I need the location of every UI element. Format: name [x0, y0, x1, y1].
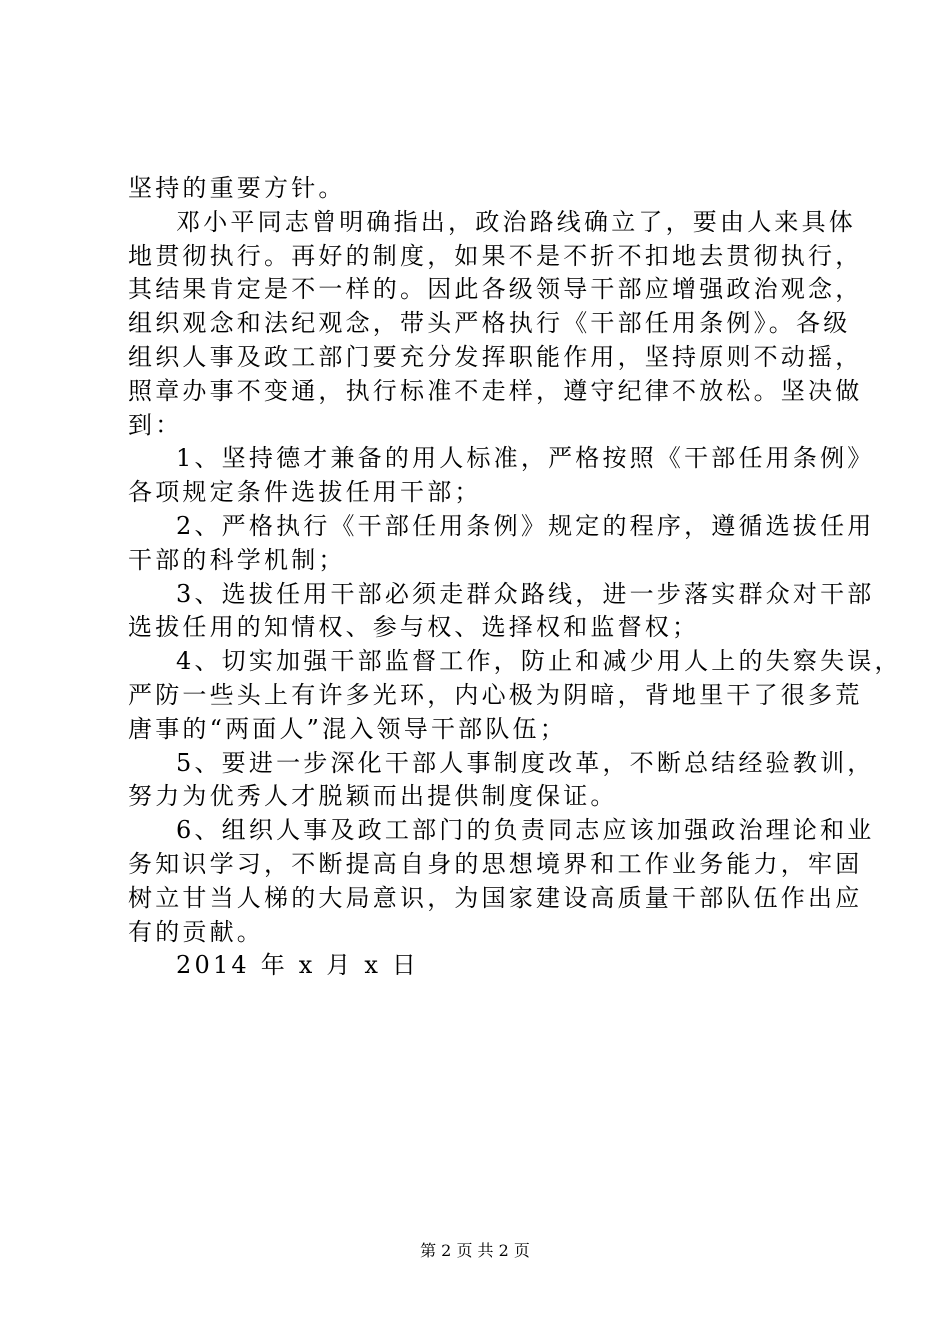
list-item-6-line: 6、组织人事及政工部门的负责同志应该加强政治理论和业: [176, 816, 875, 845]
text-line: 组织观念和法纪观念，带头严格执行《干部任用条例》。各级: [128, 309, 851, 338]
list-item-3-line: 3、选拔任用干部必须走群众路线，进一步落实群众对干部: [176, 579, 875, 608]
list-item-4-line: 4、切实加强干部监督工作，防止和减少用人上的失察失误，: [176, 647, 902, 676]
text-line: 坚持的重要方针。: [128, 174, 346, 202]
list-item-1-line: 1、坚持德才兼备的用人标准，严格按照《干部任用条例》: [176, 444, 875, 473]
text-line: 组织人事及政工部门要充分发挥职能作用，坚持原则不动摇，: [128, 342, 863, 371]
list-item-4-line: 严防一些头上有许多光环，内心极为阴暗，背地里干了很多荒: [128, 680, 863, 709]
list-item-2-line: 2、严格执行《干部任用条例》规定的程序，遵循选拔任用: [176, 511, 875, 540]
list-item-6-line: 树立甘当人梯的大局意识，为国家建设高质量干部队伍作出应: [128, 883, 863, 912]
page-number-footer: 第 2 页 共 2 页: [420, 1241, 530, 1260]
text-line: 地贯彻执行。再好的制度，如果不是不折不扣地去贯彻执行，: [128, 241, 863, 270]
date-line: 2014 年 x 月 x 日: [176, 951, 420, 980]
list-item-1-line: 各项规定条件选拔任用干部；: [128, 478, 482, 507]
list-item-5-line: 5、要进一步深化干部人事制度改革，不断总结经验教训，: [176, 748, 875, 777]
list-item-6-line: 有的贡献。: [128, 917, 264, 946]
text-line: 到：: [128, 410, 183, 439]
list-item-3-line: 选拔任用的知情权、参与权、选择权和监督权；: [128, 613, 700, 642]
list-item-4-line: 唐事的“两面人”混入领导干部队伍；: [128, 714, 567, 743]
text-line: 邓小平同志曾明确指出，政治路线确立了，要由人来具体: [176, 207, 856, 236]
list-item-6-line: 务知识学习，不断提高自身的思想境界和工作业务能力，牢固: [128, 849, 863, 878]
text-line: 照章办事不变通，执行标准不走样，遵守纪律不放松。坚决做: [128, 376, 863, 405]
list-item-5-line: 努力为优秀人才脱颖而出提供制度保证。: [128, 782, 618, 811]
document-body: [128, 172, 902, 983]
list-item-2-line: 干部的科学机制；: [128, 545, 346, 574]
text-line: 其结果肯定是不一样的。因此各级领导干部应增强政治观念，: [128, 275, 863, 304]
